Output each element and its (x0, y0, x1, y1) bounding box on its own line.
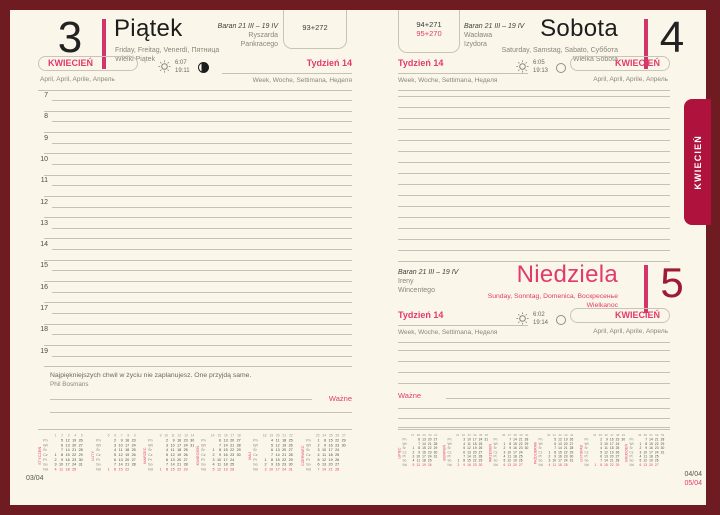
hour-label: 9 (44, 134, 48, 142)
sunday-title: Niedziela (516, 261, 618, 288)
hour-label: 15 (40, 262, 48, 270)
ruled-line (44, 153, 352, 154)
friday-day-number: 3 (57, 13, 83, 62)
mini-calendar-grid: 40 41 42 43 44 Pn 5 12 19 26 Wt 6 13 20 27 Śr 7 14 21 28 Cz 1 8 15 22 29 Pt 2 9 16 23 30 So 3 10 17 24 31 Nd 4 11 18 25 (538, 434, 574, 467)
saturday-holiday: Wielka Sobota (572, 56, 618, 63)
mini-calendars-left (38, 434, 352, 478)
sunday-nameday-2: Wincentego (398, 287, 435, 294)
right-page-weekend (398, 10, 706, 505)
hour-line (52, 228, 352, 229)
hour-label: 11 (40, 177, 48, 185)
mini-calendar-month-label: GRUDZIEŃ (624, 444, 629, 462)
ruled-line (398, 140, 670, 141)
mini-calendar-month-label: LUTY (90, 450, 95, 461)
sunday-nameday-1: Ireny (398, 278, 414, 285)
sunday-day-number: 5 (660, 259, 684, 306)
hour-line (52, 313, 352, 314)
sunday-zodiac-block (398, 268, 458, 295)
friday-day-counter: 93+272 (302, 23, 328, 32)
ruled-line (398, 195, 670, 196)
mini-calendar-grid: 27 28 29 30 31 Pn 6 13 20 27 Wt 7 14 21 28 Śr 1 8 15 22 29 Cz 2 9 16 23 30 Pt 3 10 17 24 31 So 4 11 18 25 Nd 5 12 19 26 (402, 434, 438, 467)
sunday-week-label: Tydzień 14 (398, 310, 444, 320)
saturday-week-label: Tydzień 14 (398, 58, 444, 68)
hour-label: 10 (40, 155, 48, 163)
sun-icon (158, 60, 171, 73)
mini-calendar-month-label: LISTOPAD (579, 444, 584, 462)
mini-calendar-wrzesień (489, 434, 534, 478)
saturday-month-tab (570, 56, 670, 71)
mini-calendar-listopad (580, 434, 625, 478)
divider-line (398, 325, 528, 326)
ruled-line (44, 324, 352, 325)
quote-text: Najpiękniejszych chwil w życiu nie zaplanujesz. One przyjdą same. (50, 372, 252, 379)
quote-block (50, 371, 251, 389)
mini-calendar-maj (248, 434, 299, 478)
important-line (50, 399, 312, 400)
ruled-line (398, 408, 670, 409)
ruled-line (398, 427, 670, 428)
ruled-line (50, 412, 352, 413)
ruled-line (398, 383, 670, 384)
saturday-day-counter: 94+271 (416, 20, 442, 29)
friday-intl-names: Friday, Freitag, Venerdì, Пятница (115, 47, 220, 54)
ruled-line (398, 372, 670, 373)
mini-calendar-month-label: CZERWIEC (300, 445, 305, 466)
mini-calendar-grid: 9 10 11 12 13 14 Pn 2 9 16 23 30 Wt 3 10 17 24 31 Śr 4 11 18 25 Cz 5 12 19 26 Pt 6 13 20 27 So 7 14 21 28 Nd 1 8 15 22 29 (148, 434, 195, 472)
mini-calendar-month-label: LIPIEC (398, 447, 402, 459)
ruled-line (44, 217, 352, 218)
sunday-day-counter: 95+270 (416, 29, 442, 38)
saturday-zodiac: Baran 21 III – 19 IV (464, 23, 525, 30)
sunday-month-intl: April, April, Aprile, Апрель (593, 328, 668, 335)
ruled-line (44, 345, 352, 346)
header-separator-line (398, 90, 670, 91)
mini-calendar-grid: 36 37 38 39 40 Pn 7 14 21 28 Wt 1 8 15 22 29 Śr 2 9 16 23 30 Cz 3 10 17 24 Pt 4 11 18 25 So 5 12 19 26 Nd 6 13 20 27 (493, 434, 529, 467)
friday-nameday-2: Pankracego (240, 41, 278, 48)
mini-calendar-grid: 14 15 16 17 18 Pn 6 13 20 27 Wt 7 14 21 28 Śr 1 8 15 22 29 Cz 2 9 16 23 30 Pt 3 10 17 24 So 4 11 18 25 Nd 5 12 19 26 (200, 434, 241, 472)
ruled-line (44, 281, 352, 282)
hour-line (52, 100, 352, 101)
saturday-month-label: KWIECIEŃ (615, 58, 660, 68)
sun-icon (516, 312, 529, 325)
diary-spread (10, 10, 706, 505)
quote-author: Phil Bosmans (50, 381, 89, 388)
mini-calendar-sierpień (443, 434, 488, 478)
mini-calendar-grid: 44 45 46 47 48 49 Pn 2 9 16 23 30 Wt 3 10 17 24 Śr 4 11 18 25 Cz 5 12 19 26 Pt 6 13 20 27 So 7 14 21 28 Nd 1 8 15 22 29 (584, 434, 625, 467)
ruled-line (398, 107, 670, 108)
ruled-line (398, 206, 670, 207)
hour-line (52, 334, 352, 335)
mini-calendar-luty (91, 434, 142, 478)
saturday-nameday-2: Izydora (464, 41, 487, 48)
mini-calendar-marzec (143, 434, 194, 478)
mini-calendar-grid: 49 50 51 52 53 Pn 7 14 21 28 Wt 1 8 15 22 29 Śr 2 9 16 23 30 Cz 3 10 17 24 31 Pt 4 11 18 25 So 5 12 19 26 Nd 6 13 20 27 (629, 434, 665, 467)
ruled-line (398, 350, 670, 351)
important-label: Ważne (328, 394, 352, 403)
sun-icon (516, 60, 529, 73)
hour-label: 7 (44, 92, 48, 99)
friday-week-label: Tydzień 14 (306, 58, 352, 68)
sunday-month-label: KWIECIEŃ (615, 310, 660, 320)
hour-line (52, 143, 352, 144)
mini-calendar-grid: 18 19 20 21 22 Pn 4 11 18 25 Wt 5 12 19 26 Śr 6 13 20 27 Cz 7 14 21 28 Pt 1 8 15 22 29 So 2 9 16 23 30 Nd 3 10 17 24 31 (253, 434, 294, 472)
mini-calendar-month-label: MAJ (248, 451, 253, 460)
mini-calendar-grid: 1 2 3 4 5 Pn 5 12 19 26 Wt 6 13 20 27 Śr 7 14 21 28 Cz 1 8 15 22 29 Pt 2 9 16 23 30 So 3 10 17 24 31 Nd 4 11 18 25 (43, 434, 83, 472)
ruled-line (44, 238, 352, 239)
ruled-line (44, 260, 352, 261)
hour-label: 16 (40, 283, 48, 291)
hour-label: 12 (40, 198, 48, 206)
sunday-accent-bar (644, 265, 648, 313)
sunday-month-tab (570, 308, 670, 323)
friday-title: Piątek (114, 15, 183, 42)
saturday-sunset-time: 19:13 (533, 67, 549, 74)
sunday-sunset-time: 19:14 (533, 319, 549, 326)
ruled-line (398, 184, 670, 185)
left-page-friday (10, 10, 362, 505)
ruled-line (398, 173, 670, 174)
friday-zodiac-block (160, 22, 278, 49)
divider-line (398, 73, 528, 74)
ruled-line (398, 96, 670, 97)
mini-calendar-month-label: PAŹDZIERNIK (534, 441, 538, 465)
sunday-sunrise-time: 6:02 (533, 312, 545, 318)
hour-line (52, 292, 352, 293)
mini-calendar-grid: 5 6 7 8 9 Pn 2 9 16 23 Wt 3 10 17 24 Śr 4 11 18 25 Cz 5 12 19 26 Pt 6 13 20 27 So 7 14 21 28 Nd 1 8 15 22 (95, 434, 136, 472)
friday-zodiac: Baran 21 III – 19 IV (217, 23, 278, 30)
important-line (446, 398, 670, 399)
friday-sunrise-time: 6:07 (175, 60, 187, 66)
ruled-line (398, 118, 670, 119)
saturday-week-intl: Week, Woche, Settimana, Неделя (398, 77, 498, 84)
mini-calendar-month-label: WRZESIEŃ (488, 444, 493, 462)
friday-sunset-time: 19:11 (175, 67, 190, 74)
hour-line (52, 356, 352, 357)
month-edge-tab (684, 99, 711, 225)
hour-label: 8 (44, 113, 48, 121)
right-page-numbers (628, 470, 702, 488)
calendar-separator-line (38, 429, 352, 430)
friday-holiday: Wielki Piątek (115, 56, 156, 63)
header-separator-line (38, 90, 352, 91)
ruled-line (398, 129, 670, 130)
right-page-number-1: 04/04 (684, 471, 702, 478)
mini-calendar-month-label: KWIECIEŃ (195, 446, 200, 466)
ruled-line (44, 175, 352, 176)
ruled-line (398, 250, 670, 251)
ruled-line (44, 196, 352, 197)
mini-calendar-lipiec (398, 434, 443, 478)
hour-line (52, 207, 352, 208)
important-label: Ważne (398, 391, 422, 400)
moon-phase-icon (556, 315, 566, 325)
hour-label: 14 (40, 241, 48, 249)
sunday-zodiac: Baran 21 III – 19 IV (398, 269, 459, 276)
sunday-intl-names: Sunday, Sonntag, Domenica, Воскресенье (487, 293, 618, 300)
calendar-separator-line (398, 429, 670, 430)
hour-label: 17 (40, 305, 48, 312)
hour-line (52, 121, 352, 122)
hour-label: 18 (40, 326, 48, 334)
ruled-line (44, 132, 352, 133)
hour-label: 19 (40, 347, 48, 355)
right-page-number-2: 05/04 (684, 480, 702, 487)
ruled-line (398, 162, 670, 163)
mini-calendar-month-label: STYCZEŃ (38, 446, 42, 465)
mini-calendar-styczeń (38, 434, 89, 478)
saturday-intl-names: Saturday, Samstag, Sabato, Суббота (501, 47, 618, 54)
moon-phase-icon (556, 63, 566, 73)
mini-calendar-czerwiec (301, 434, 352, 478)
ruled-line (44, 111, 352, 112)
friday-month-label: KWIECIEŃ (48, 58, 93, 68)
ruled-line (398, 151, 670, 152)
friday-month-intl: April, April, Aprile, Апрель (40, 76, 115, 83)
mini-calendar-month-label: SIERPIEŃ (443, 445, 447, 461)
saturday-title: Sobota (540, 15, 618, 42)
friday-nameday-1: Ryszarda (248, 32, 278, 39)
ruled-line (398, 361, 670, 362)
mini-calendar-kwiecień (196, 434, 247, 478)
month-edge-tab-label: KWIECIEŃ (692, 134, 703, 190)
ruled-line (398, 418, 670, 419)
mini-calendar-październik (534, 434, 579, 478)
saturday-day-number: 4 (659, 13, 685, 62)
sunday-week-intl: Week, Woche, Settimana, Неделя (398, 329, 498, 336)
hour-label: 13 (40, 219, 48, 227)
ruled-line (44, 302, 352, 303)
sunday-holiday: Wielkanoc (586, 302, 618, 309)
saturday-month-intl: April, April, Aprile, Апрель (593, 76, 668, 83)
left-page-number: 03/04 (26, 475, 44, 482)
saturday-nameday-1: Wacława (464, 32, 493, 39)
ruled-line (44, 366, 352, 367)
hour-line (52, 249, 352, 250)
mini-calendar-month-label: MARZEC (143, 447, 148, 464)
ruled-line (398, 217, 670, 218)
header-separator-line (398, 342, 670, 343)
mini-calendar-grid: 23 24 25 26 27 Pn 1 8 15 22 29 Wt 2 9 16 23 30 Śr 3 10 17 24 Cz 4 11 18 25 Pt 5 12 19 26 So 6 13 20 27 Nd 7 14 21 28 (306, 434, 346, 472)
divider-line (222, 73, 352, 74)
friday-week-intl: Week, Woche, Settimana, Неделя (252, 77, 352, 84)
saturday-sunrise-time: 6:05 (533, 60, 545, 66)
ruled-line (398, 239, 670, 240)
hour-line (52, 164, 352, 165)
hour-line (52, 270, 352, 271)
moon-phase-icon (198, 62, 209, 73)
hour-line (52, 185, 352, 186)
mini-calendar-grid: 31 32 33 34 35 36 Pn 3 10 17 24 31 Wt 4 11 18 25 Śr 5 12 19 26 Cz 6 13 20 27 Pt 7 14 21 28 So 1 8 15 22 29 Nd 2 9 16 23 30 (447, 434, 489, 467)
friday-month-tab (38, 56, 138, 71)
friday-day-counter-box (283, 10, 347, 49)
ruled-line (398, 228, 670, 229)
